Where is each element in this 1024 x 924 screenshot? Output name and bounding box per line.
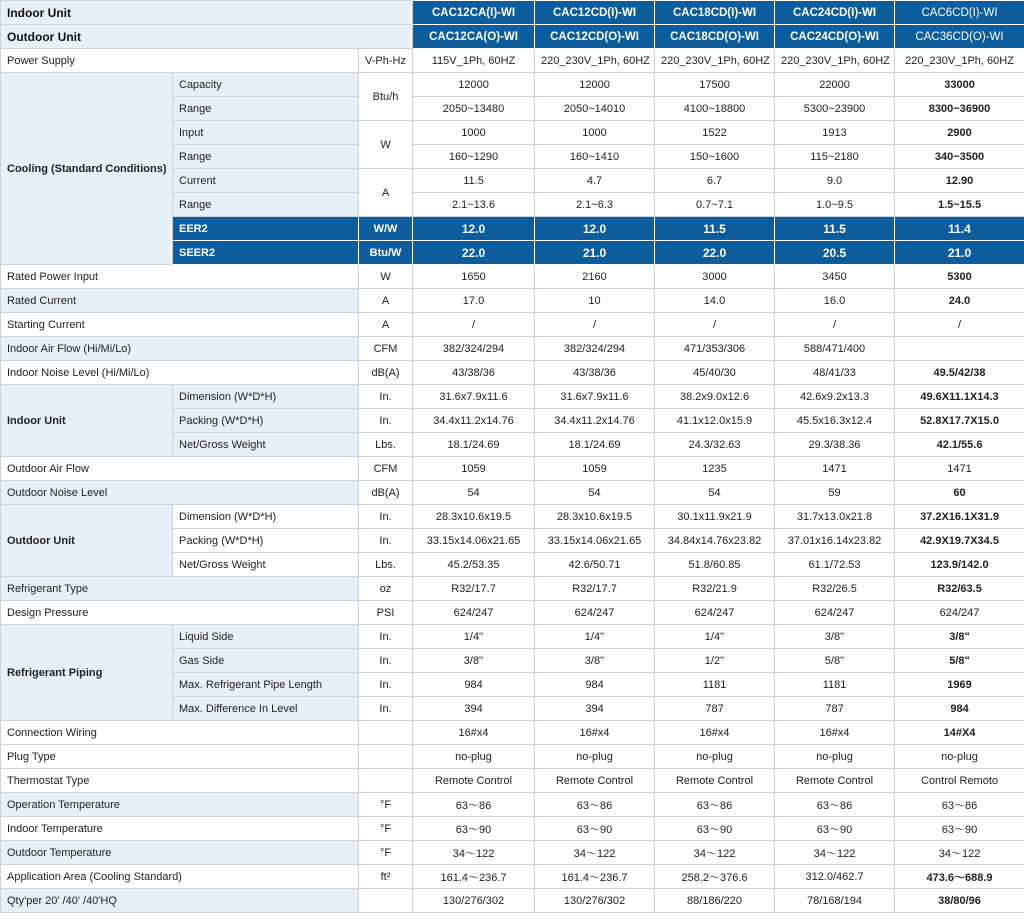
row-label: Thermostat Type [1, 769, 359, 793]
value-cell: 394 [413, 697, 535, 721]
value-cell: 1650 [413, 265, 535, 289]
value-cell: 115~2180 [775, 145, 895, 169]
value-cell: 130/276/302 [535, 889, 655, 913]
value-cell: 54 [535, 481, 655, 505]
table-row [1, 865, 1024, 889]
value-cell: 394 [535, 697, 655, 721]
table-row [1, 361, 1024, 385]
row-label: Net/Gross Weight [173, 433, 359, 457]
value-cell: 24.3/32.63 [655, 433, 775, 457]
indoor-model-5: CAC6CD(I)-WI [895, 1, 1024, 25]
row-label: Gas Side [173, 649, 359, 673]
value-cell: 2900 [895, 121, 1024, 145]
value-cell: 49.6X11.1X14.3 [895, 385, 1024, 409]
row-group-label: Cooling (Standard Conditions) [1, 73, 173, 265]
row-unit: A [359, 313, 413, 337]
row-unit: ft² [359, 865, 413, 889]
value-cell: 10 [535, 289, 655, 313]
value-cell: 54 [655, 481, 775, 505]
value-cell: 63～90 [413, 817, 535, 841]
row-label: EER2 [173, 217, 359, 241]
value-cell: 30.1x11.9x21.9 [655, 505, 775, 529]
value-cell: 0.7~7.1 [655, 193, 775, 217]
value-cell: 12.0 [535, 217, 655, 241]
row-label: Rated Power Input [1, 265, 359, 289]
value-cell: 34.4x11.2x14.76 [535, 409, 655, 433]
outdoor-model-2: CAC12CD(O)-WI [535, 25, 655, 49]
row-unit: oz [359, 577, 413, 601]
row-unit: In. [359, 529, 413, 553]
value-cell: 29.3/38.36 [775, 433, 895, 457]
value-cell: / [535, 313, 655, 337]
row-label: Connection Wiring [1, 721, 359, 745]
value-cell: 9.0 [775, 169, 895, 193]
value-cell: 17.0 [413, 289, 535, 313]
value-cell: 14#X4 [895, 721, 1024, 745]
value-cell: 48/41/33 [775, 361, 895, 385]
value-cell: 5/8'' [775, 649, 895, 673]
value-cell: 16.0 [775, 289, 895, 313]
row-unit: In. [359, 625, 413, 649]
value-cell: 17500 [655, 73, 775, 97]
value-cell: 1235 [655, 457, 775, 481]
value-cell: 63～90 [655, 817, 775, 841]
value-cell: 12000 [535, 73, 655, 97]
value-cell: 45.2/53.35 [413, 553, 535, 577]
row-label: Outdoor Air Flow [1, 457, 359, 481]
value-cell: / [655, 313, 775, 337]
value-cell: 16#x4 [775, 721, 895, 745]
value-cell: 63～86 [413, 793, 535, 817]
value-cell: 160~1290 [413, 145, 535, 169]
row-unit: W [359, 265, 413, 289]
row-label: Outdoor Noise Level [1, 481, 359, 505]
indoor-model-2: CAC12CD(I)-WI [535, 1, 655, 25]
value-cell: 63～86 [895, 793, 1024, 817]
table-row [1, 817, 1024, 841]
value-cell: 312.0/462.7 [775, 865, 895, 889]
value-cell: 115V_1Ph, 60HZ [413, 49, 535, 73]
table-row [1, 625, 1024, 649]
value-cell: 1.0~9.5 [775, 193, 895, 217]
value-cell: 382/324/294 [413, 337, 535, 361]
value-cell: 258.2～376.6 [655, 865, 775, 889]
value-cell: / [413, 313, 535, 337]
table-row [1, 385, 1024, 409]
value-cell: 1471 [775, 457, 895, 481]
value-cell: 63～86 [775, 793, 895, 817]
value-cell: 42.6x9.2x13.3 [775, 385, 895, 409]
value-cell: 624/247 [655, 601, 775, 625]
row-unit: Lbs. [359, 433, 413, 457]
value-cell: 3450 [775, 265, 895, 289]
value-cell: 33000 [895, 73, 1024, 97]
value-cell: 123.9/142.0 [895, 553, 1024, 577]
value-cell: / [895, 313, 1024, 337]
table-row [1, 721, 1024, 745]
value-cell: 22.0 [413, 241, 535, 265]
row-unit: A [359, 289, 413, 313]
value-cell: 471/353/306 [655, 337, 775, 361]
value-cell: 984 [535, 673, 655, 697]
value-cell: 34.84x14.76x23.82 [655, 529, 775, 553]
value-cell: 787 [775, 697, 895, 721]
value-cell: 1.5~15.5 [895, 193, 1024, 217]
value-cell: 624/247 [775, 601, 895, 625]
value-cell: 1000 [535, 121, 655, 145]
value-cell: 31.7x13.0x21.8 [775, 505, 895, 529]
row-label: Packing (W*D*H) [173, 409, 359, 433]
table-row [1, 505, 1024, 529]
row-label: Power Supply [1, 49, 359, 73]
outdoor-model-4: CAC24CD(O)-WI [775, 25, 895, 49]
value-cell: 34～122 [535, 841, 655, 865]
value-cell: 161.4～236.7 [535, 865, 655, 889]
value-cell: 624/247 [895, 601, 1024, 625]
value-cell: 11.5 [655, 217, 775, 241]
value-cell: 1181 [775, 673, 895, 697]
value-cell: 49.5/42/38 [895, 361, 1024, 385]
value-cell: 4.7 [535, 169, 655, 193]
row-label: Starting Current [1, 313, 359, 337]
value-cell: 42.6/50.71 [535, 553, 655, 577]
value-cell: no-plug [655, 745, 775, 769]
row-unit [359, 769, 413, 793]
row-label: Qty'per 20' /40' /40'HQ [1, 889, 359, 913]
row-label: Rated Current [1, 289, 359, 313]
value-cell: 1522 [655, 121, 775, 145]
row-unit: A [359, 169, 413, 217]
table-row [1, 769, 1024, 793]
value-cell: 16#x4 [655, 721, 775, 745]
value-cell: 42.1/55.6 [895, 433, 1024, 457]
row-label: Range [173, 193, 359, 217]
outdoor-unit-header-label: Outdoor Unit [1, 25, 413, 49]
value-cell: 34～122 [655, 841, 775, 865]
header-row-indoor [1, 1, 1024, 25]
value-cell: 33.15x14.06x21.65 [413, 529, 535, 553]
value-cell: 5300~23900 [775, 97, 895, 121]
row-unit: dB(A) [359, 481, 413, 505]
row-label: Indoor Air Flow (Hi/Mi/Lo) [1, 337, 359, 361]
indoor-model-1: CAC12CA(I)-WI [413, 1, 535, 25]
value-cell: 21.0 [535, 241, 655, 265]
value-cell: 54 [413, 481, 535, 505]
row-unit: In. [359, 409, 413, 433]
row-unit: °F [359, 841, 413, 865]
value-cell: 34～122 [413, 841, 535, 865]
row-label: Refrigerant Type [1, 577, 359, 601]
value-cell: 6.7 [655, 169, 775, 193]
value-cell: 2050~13480 [413, 97, 535, 121]
value-cell: 34.4x11.2x14.76 [413, 409, 535, 433]
value-cell: R32/17.7 [413, 577, 535, 601]
value-cell: 8300~36900 [895, 97, 1024, 121]
row-unit: In. [359, 697, 413, 721]
row-group-label: Outdoor Unit [1, 505, 173, 577]
value-cell: 12000 [413, 73, 535, 97]
value-cell: 45.5x16.3x12.4 [775, 409, 895, 433]
value-cell: 31.6x7.9x11.6 [535, 385, 655, 409]
row-label: Range [173, 97, 359, 121]
value-cell: 34～122 [775, 841, 895, 865]
value-cell: 1000 [413, 121, 535, 145]
value-cell: 63～90 [775, 817, 895, 841]
row-unit: °F [359, 793, 413, 817]
indoor-model-3: CAC18CD(I)-WI [655, 1, 775, 25]
value-cell: 63～90 [895, 817, 1024, 841]
value-cell: 1/4'' [535, 625, 655, 649]
row-label: Operation Temperature [1, 793, 359, 817]
row-unit [359, 721, 413, 745]
value-cell: 3/8'' [775, 625, 895, 649]
table-row [1, 457, 1024, 481]
table-row [1, 73, 1024, 97]
value-cell: 63～90 [535, 817, 655, 841]
value-cell: 43/38/36 [413, 361, 535, 385]
value-cell: 3000 [655, 265, 775, 289]
value-cell: 31.6x7.9x11.6 [413, 385, 535, 409]
row-unit: In. [359, 385, 413, 409]
value-cell: 18.1/24.69 [535, 433, 655, 457]
value-cell: 3/8'' [535, 649, 655, 673]
row-unit: In. [359, 649, 413, 673]
row-label: Input [173, 121, 359, 145]
value-cell: Control Remoto [895, 769, 1024, 793]
value-cell: 12.0 [413, 217, 535, 241]
value-cell: 28.3x10.6x19.5 [413, 505, 535, 529]
value-cell: 61.1/72.53 [775, 553, 895, 577]
value-cell: 4100~18800 [655, 97, 775, 121]
value-cell: 5/8" [895, 649, 1024, 673]
value-cell: no-plug [413, 745, 535, 769]
row-unit: In. [359, 673, 413, 697]
value-cell: 1059 [413, 457, 535, 481]
indoor-unit-header-label: Indoor Unit [1, 1, 413, 25]
row-unit [359, 745, 413, 769]
value-cell: Remote Control [655, 769, 775, 793]
value-cell: 11.4 [895, 217, 1024, 241]
value-cell: 1/2'' [655, 649, 775, 673]
value-cell: 382/324/294 [535, 337, 655, 361]
value-cell: 28.3x10.6x19.5 [535, 505, 655, 529]
value-cell: R32/26.5 [775, 577, 895, 601]
value-cell: 52.8X17.7X15.0 [895, 409, 1024, 433]
value-cell: 1181 [655, 673, 775, 697]
value-cell: 624/247 [535, 601, 655, 625]
value-cell: 42.9X19.7X34.5 [895, 529, 1024, 553]
value-cell: 38/80/96 [895, 889, 1024, 913]
value-cell: 984 [413, 673, 535, 697]
value-cell: 1/4'' [655, 625, 775, 649]
value-cell: 63～86 [655, 793, 775, 817]
value-cell: 2.1~13.6 [413, 193, 535, 217]
value-cell: 11.5 [413, 169, 535, 193]
value-cell: 984 [895, 697, 1024, 721]
value-cell: 220_230V_1Ph, 60HZ [535, 49, 655, 73]
value-cell: 78/168/194 [775, 889, 895, 913]
value-cell [895, 337, 1024, 361]
value-cell: 59 [775, 481, 895, 505]
row-label: Application Area (Cooling Standard) [1, 865, 359, 889]
value-cell: 3/8" [895, 625, 1024, 649]
row-label: Max. Refrigerant Pipe Length [173, 673, 359, 697]
table-row [1, 265, 1024, 289]
value-cell: 3/8'' [413, 649, 535, 673]
value-cell: 130/276/302 [413, 889, 535, 913]
value-cell: Remote Control [413, 769, 535, 793]
value-cell: 24.0 [895, 289, 1024, 313]
row-label: Current [173, 169, 359, 193]
value-cell: 220_230V_1Ph, 60HZ [895, 49, 1024, 73]
value-cell: 37.01x16.14x23.82 [775, 529, 895, 553]
row-label: Range [173, 145, 359, 169]
value-cell: 2050~14010 [535, 97, 655, 121]
value-cell: 161.4～236.7 [413, 865, 535, 889]
value-cell: 14.0 [655, 289, 775, 313]
value-cell: 11.5 [775, 217, 895, 241]
spec-body [1, 49, 1024, 913]
value-cell: R32/17.7 [535, 577, 655, 601]
value-cell: 88/186/220 [655, 889, 775, 913]
value-cell: 16#x4 [535, 721, 655, 745]
table-row [1, 601, 1024, 625]
row-unit: °F [359, 817, 413, 841]
row-unit: In. [359, 505, 413, 529]
row-unit: PSI [359, 601, 413, 625]
row-unit: V-Ph-Hz [359, 49, 413, 73]
row-group-label: Refrigerant Piping [1, 625, 173, 721]
table-row [1, 793, 1024, 817]
row-unit: W/W [359, 217, 413, 241]
row-label: Dimension (W*D*H) [173, 385, 359, 409]
row-label: Indoor Noise Level (Hi/Mi/Lo) [1, 361, 359, 385]
value-cell: 160~1410 [535, 145, 655, 169]
value-cell: 1/4'' [413, 625, 535, 649]
value-cell: / [775, 313, 895, 337]
value-cell: 33.15x14.06x21.65 [535, 529, 655, 553]
row-label: Outdoor Temperature [1, 841, 359, 865]
value-cell: 37.2X16.1X31.9 [895, 505, 1024, 529]
row-unit: CFM [359, 457, 413, 481]
indoor-model-4: CAC24CD(I)-WI [775, 1, 895, 25]
value-cell: no-plug [775, 745, 895, 769]
value-cell: R32/21.9 [655, 577, 775, 601]
row-label: Liquid Side [173, 625, 359, 649]
value-cell: 22.0 [655, 241, 775, 265]
value-cell: Remote Control [775, 769, 895, 793]
row-label: SEER2 [173, 241, 359, 265]
value-cell: 340~3500 [895, 145, 1024, 169]
value-cell: 473.6～688.9 [895, 865, 1024, 889]
value-cell: no-plug [535, 745, 655, 769]
row-label: Packing (W*D*H) [173, 529, 359, 553]
value-cell: 63～86 [535, 793, 655, 817]
table-row [1, 889, 1024, 913]
row-label: Plug Type [1, 745, 359, 769]
row-unit: dB(A) [359, 361, 413, 385]
value-cell: 21.0 [895, 241, 1024, 265]
value-cell: 20.5 [775, 241, 895, 265]
table-row [1, 289, 1024, 313]
table-row [1, 49, 1024, 73]
row-label: Capacity [173, 73, 359, 97]
row-unit: W [359, 121, 413, 169]
row-unit: Lbs. [359, 553, 413, 577]
value-cell: 22000 [775, 73, 895, 97]
value-cell: 2160 [535, 265, 655, 289]
value-cell: 41.1x12.0x15.9 [655, 409, 775, 433]
value-cell: 1969 [895, 673, 1024, 697]
value-cell: 787 [655, 697, 775, 721]
value-cell: 588/471/400 [775, 337, 895, 361]
table-row [1, 481, 1024, 505]
outdoor-model-5: CAC36CD(O)-WI [895, 25, 1024, 49]
row-label: Indoor Temperature [1, 817, 359, 841]
value-cell: 38.2x9.0x12.6 [655, 385, 775, 409]
value-cell: 2.1~6.3 [535, 193, 655, 217]
value-cell: 1059 [535, 457, 655, 481]
value-cell: 60 [895, 481, 1024, 505]
value-cell: Remote Control [535, 769, 655, 793]
value-cell: 51.8/60.85 [655, 553, 775, 577]
value-cell: 624/247 [413, 601, 535, 625]
row-label: Net/Gross Weight [173, 553, 359, 577]
value-cell: 1471 [895, 457, 1024, 481]
value-cell: 1913 [775, 121, 895, 145]
value-cell: 45/40/30 [655, 361, 775, 385]
row-group-label: Indoor Unit [1, 385, 173, 457]
value-cell: 16#x4 [413, 721, 535, 745]
value-cell: 34～122 [895, 841, 1024, 865]
row-label: Dimension (W*D*H) [173, 505, 359, 529]
value-cell: no-plug [895, 745, 1024, 769]
table-row [1, 841, 1024, 865]
outdoor-model-1: CAC12CA(O)-WI [413, 25, 535, 49]
row-unit: Btu/W [359, 241, 413, 265]
table-row [1, 745, 1024, 769]
row-unit [359, 889, 413, 913]
table-row [1, 337, 1024, 361]
header-row-outdoor [1, 25, 1024, 49]
table-row [1, 313, 1024, 337]
value-cell: 150~1600 [655, 145, 775, 169]
row-label: Max. Difference In Level [173, 697, 359, 721]
outdoor-model-3: CAC18CD(O)-WI [655, 25, 775, 49]
row-unit: Btu/h [359, 73, 413, 121]
value-cell: 12.90 [895, 169, 1024, 193]
value-cell: 220_230V_1Ph, 60HZ [655, 49, 775, 73]
value-cell: 5300 [895, 265, 1024, 289]
table-row [1, 577, 1024, 601]
value-cell: R32/63.5 [895, 577, 1024, 601]
value-cell: 43/38/36 [535, 361, 655, 385]
row-label: Design Pressure [1, 601, 359, 625]
value-cell: 220_230V_1Ph, 60HZ [775, 49, 895, 73]
value-cell: 18.1/24.69 [413, 433, 535, 457]
row-unit: CFM [359, 337, 413, 361]
